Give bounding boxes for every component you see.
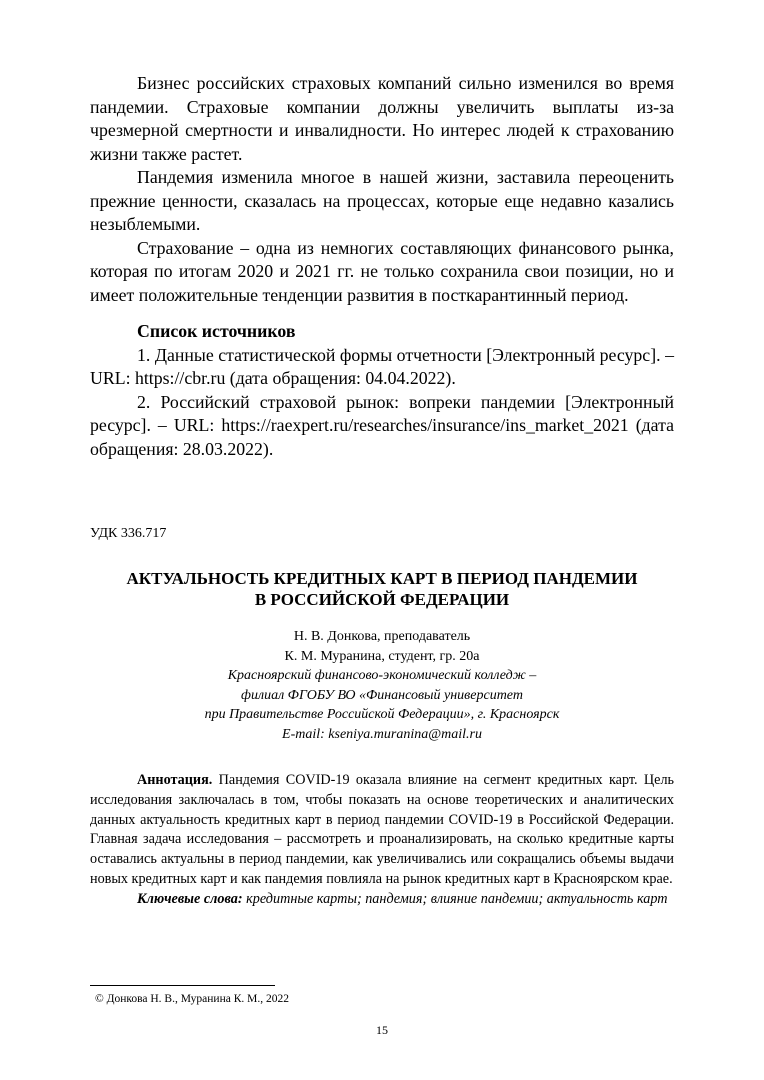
udk-line xyxy=(90,526,674,542)
footnote-rule xyxy=(90,985,275,986)
sources-section xyxy=(90,320,674,461)
article-title-line-1: АКТУАЛЬНОСТЬ КРЕДИТНЫХ КАРТ В ПЕРИОД ПАНДЕМИИ xyxy=(126,569,638,588)
page-number: 15 xyxy=(376,1023,388,1037)
udk: УДК 336.717 xyxy=(90,526,167,541)
author-email: E-mail: kseniya.muranina@mail.ru xyxy=(282,726,482,742)
abstract-block xyxy=(90,771,674,910)
affiliation-line-1: Красноярский финансово-экономический колледж – xyxy=(227,668,537,683)
abstract xyxy=(90,771,674,890)
article-title-line-2: В РОССИЙСКОЙ ФЕДЕРАЦИИ xyxy=(254,590,510,609)
author-2: К. М. Муранина, студент, гр. 20а xyxy=(284,648,480,664)
intro-text xyxy=(90,72,674,307)
author-1: Н. В. Донкова, преподаватель xyxy=(293,629,471,644)
keywords xyxy=(90,890,674,910)
intro-paragraph-2: Пандемия изменила многое в нашей жизни, заставила переоценить прежние ценности, сказалась на процессах, которые еще недавно казались незыблемыми. xyxy=(90,167,674,234)
abstract-text: Пандемия COVID-19 оказала влияние на сегмент кредитных карт. Цель исследования заключалась в том, чтобы показать на основе теоретических и аналитических данных актуальность кредитных карт в период пандемии COVID-19 в Российской Федерации. Главная задача исследования – рассмотреть и проанализировать, на сколько кредитные карты оставались актуальны в период пандемии, как увеличивались или сокращались объемы выдачи новых кредитных карт и как пандемия повлияла на рынок кредитных карт в Красноярском крае. xyxy=(90,772,674,887)
source-item-1: 1. Данные статистической формы отчетности [Электронный ресурс]. – URL: https://cbr.ru (дата обращения: 04.04.2022). xyxy=(90,344,674,388)
intro-paragraph-1: Бизнес российских страховых компаний сильно изменился во время пандемии. Страховые компании должны увеличить выплаты из-за чрезмерной смертности и инвалидности. Но интерес людей к страхованию жизни также растет. xyxy=(90,73,674,164)
authors-block xyxy=(90,627,674,744)
footnote: © Донкова Н. В., Муранина К. М., 2022 xyxy=(95,993,289,1005)
intro-paragraph-3: Страхование – одна из немногих составляющих финансового рынка, которая по итогам 2020 и 2021 гг. не только сохранила свои позиции, но и имеет положительные тенденции развития в посткарантинный период. xyxy=(90,237,674,305)
keywords-label: Ключевые слова: xyxy=(137,890,243,907)
article-title xyxy=(90,568,674,610)
abstract-label: Аннотация. xyxy=(137,772,213,788)
sources-title: Список источников xyxy=(137,321,296,341)
affiliation-line-3: при Правительстве Российской Федерации», г. Красноярск xyxy=(204,707,560,722)
affiliation-line-2: филиал ФГОБУ ВО «Финансовый университет xyxy=(241,687,523,703)
keywords-text: кредитные карты; пандемия; влияние пандемии; актуальность карт xyxy=(242,890,668,907)
source-item-2: 2. Российский страховой рынок: вопреки пандемии [Электронный ресурс]. – URL: https://raexpert.ru/researches/insurance/ins_market_2021 (дата обращения: 28.03.2022). xyxy=(90,391,674,459)
